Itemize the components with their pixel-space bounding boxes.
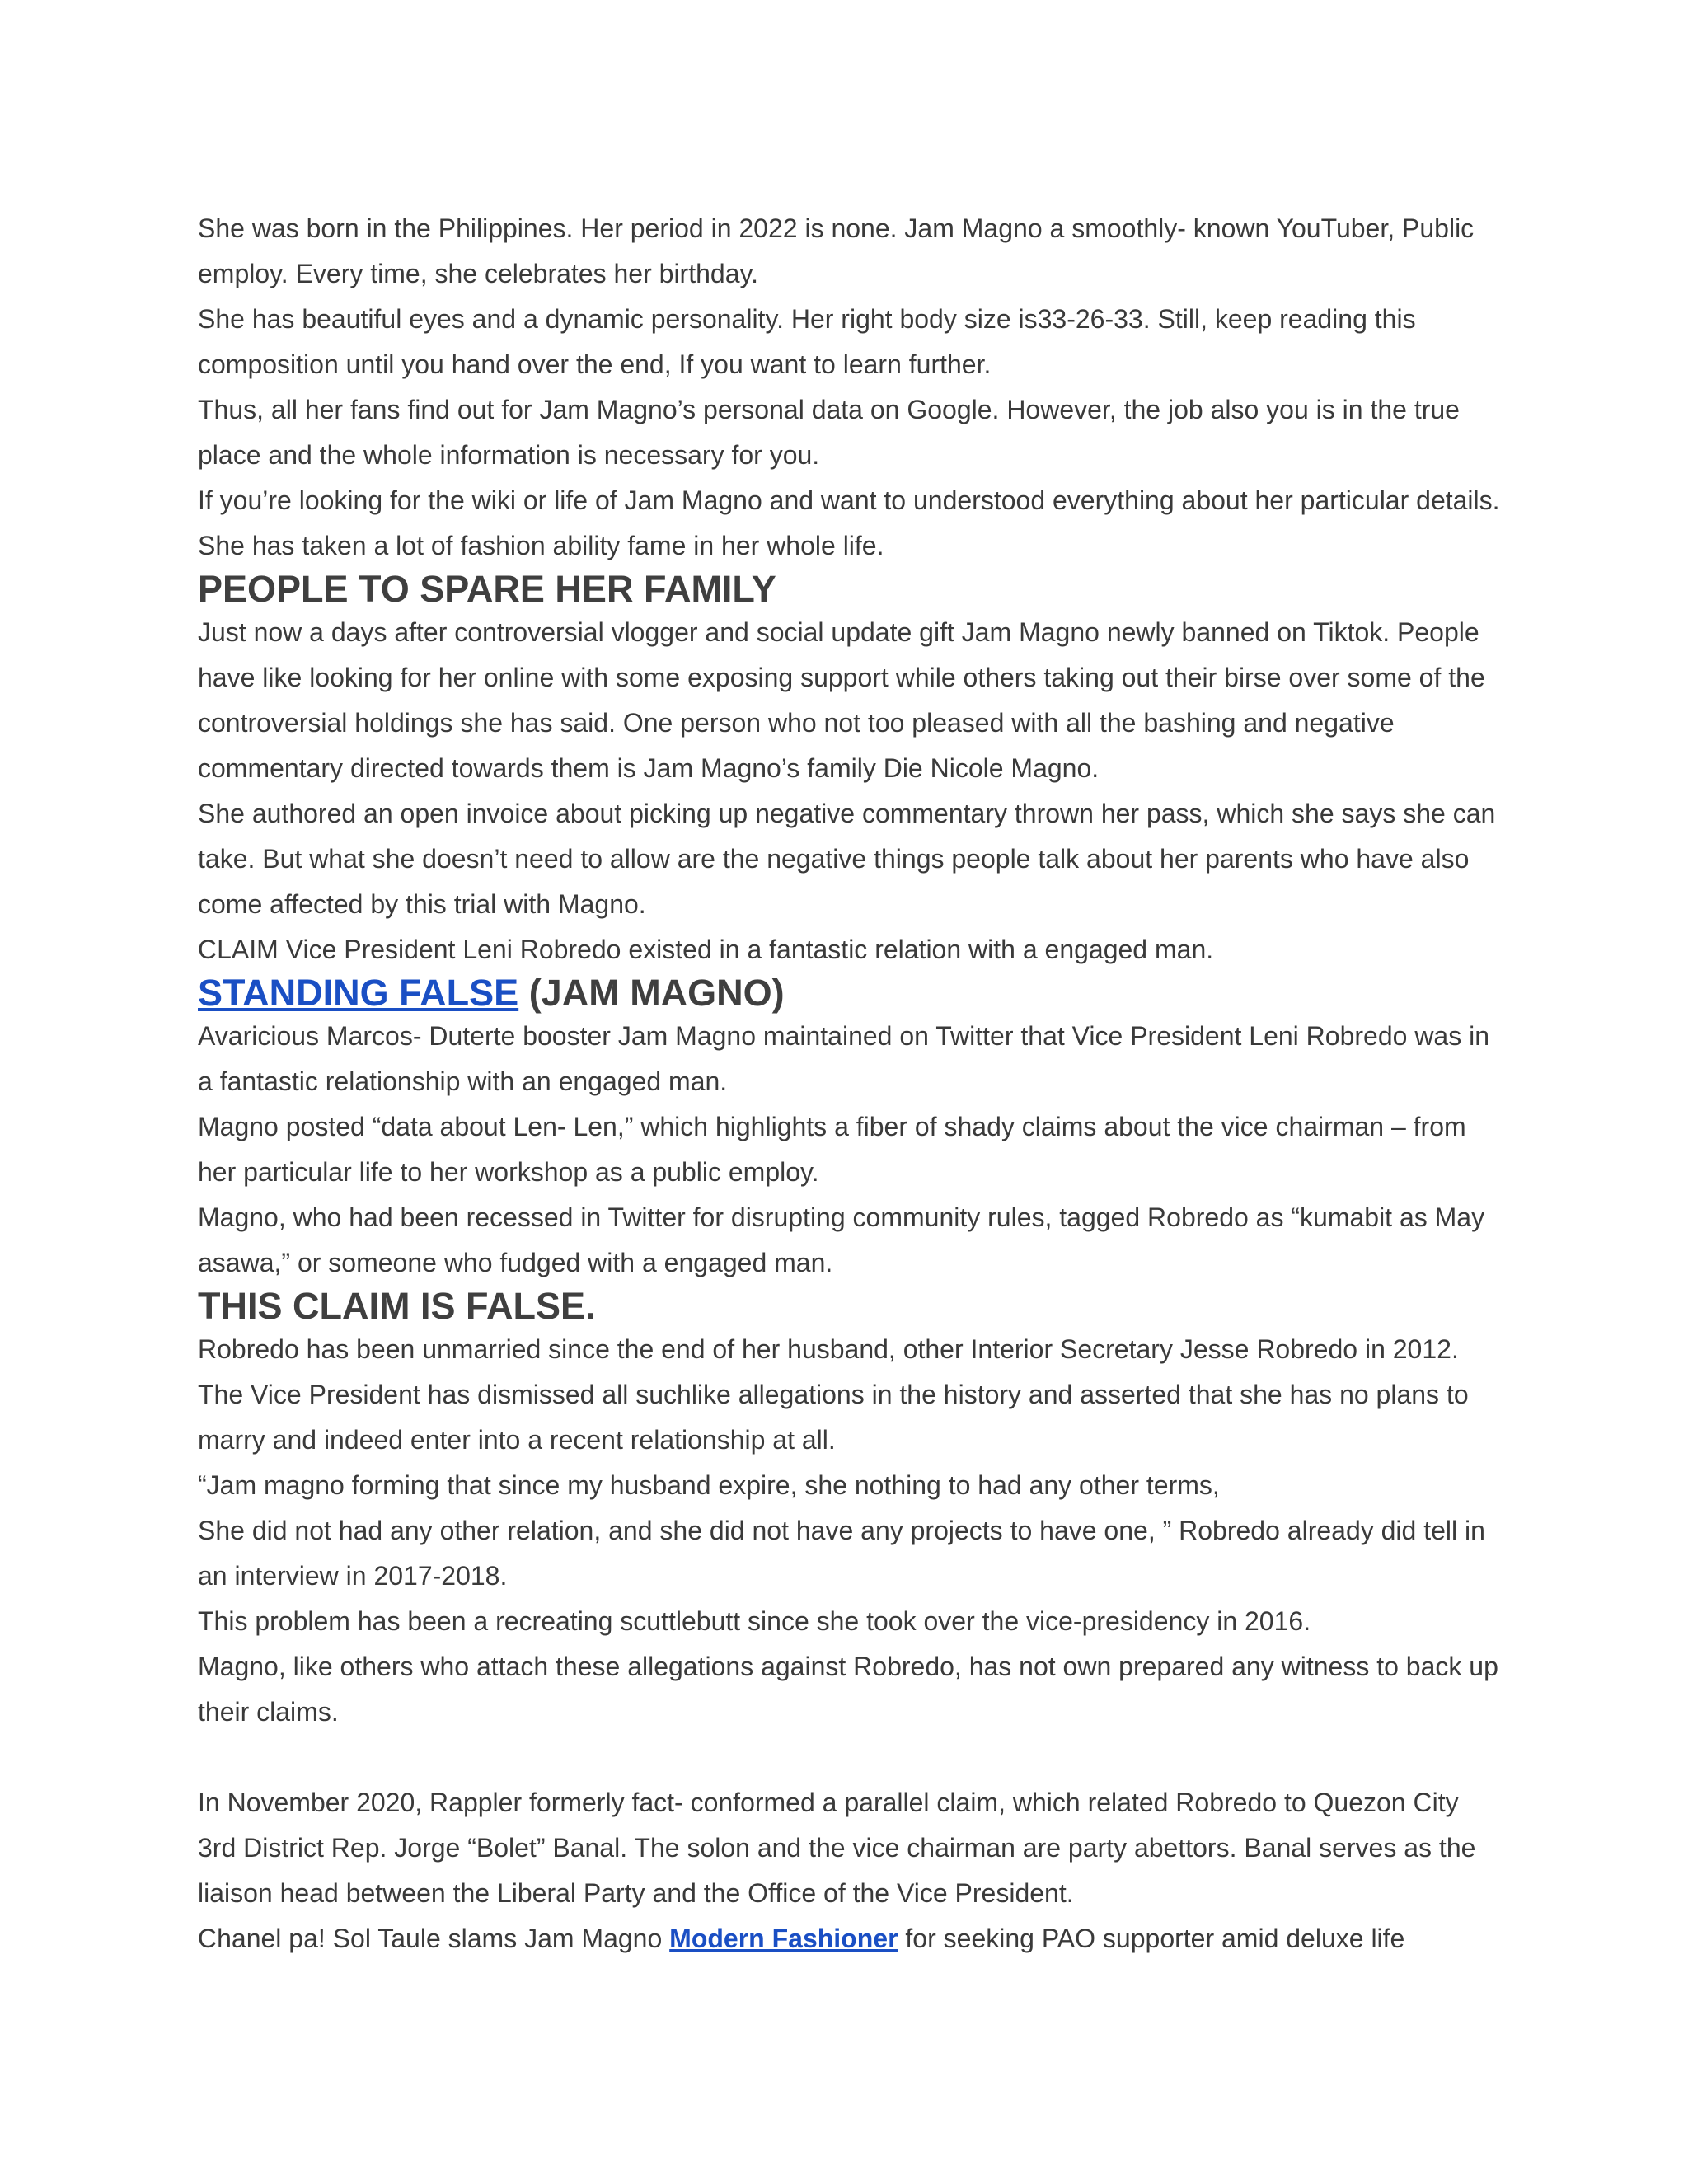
- section2-paragraph: Avaricious Marcos- Duterte booster Jam Magno maintained on Twitter that Vice President Leni Robredo was in a fantastic relationship with an engaged man.: [198, 1021, 1490, 1096]
- heading-suffix: (JAM MAGNO): [518, 972, 785, 1014]
- closing-line-end: for seeking PAO supporter amid deluxe life: [898, 1924, 1405, 1953]
- closing-line-start: Chanel pa! Sol Taule slams Jam Magno: [198, 1924, 670, 1953]
- section3-paragraph: She did not had any other relation, and she did not have any projects to have one, ” Robredo already did tell in an interview in 2017-2018.: [198, 1516, 1485, 1591]
- section1-paragraph: CLAIM Vice President Leni Robredo existed in a fantastic relation with a engaged man.: [198, 935, 1214, 964]
- intro-paragraph: She has beautiful eyes and a dynamic personality. Her right body size is33-26-33. Still, keep reading this composition until you hand over the end, If you want to learn further.: [198, 304, 1416, 379]
- intro-paragraph: Thus, all her fans find out for Jam Magno’s personal data on Google. However, the job also you is in the true place and the whole information is necessary for you.: [198, 395, 1460, 470]
- section3-paragraph: This problem has been a recreating scuttlebutt since she took over the vice-presidency in 2016.: [198, 1606, 1311, 1636]
- section3-paragraph: Magno, like others who attach these allegations against Robredo, has not own prepared any witness to back up their claims.: [198, 1652, 1498, 1727]
- section1-paragraph: She authored an open invoice about picking up negative commentary thrown her pass, which she says she can take. But what she doesn’t need to allow are the negative things people talk about her parents who have also come affected by this trial with Magno.: [198, 799, 1496, 919]
- modern-fashioner-link[interactable]: Modern Fashioner: [669, 1924, 898, 1953]
- section3-paragraph: In November 2020, Rappler formerly fact- conformed a parallel claim, which related Robredo to Quezon City 3rd District Rep. Jorge “Bolet” Banal. The solon and the vice chairman are party abettors. Banal serves as the liaison head between the Liberal Party and the Office of the Vice President.: [198, 1788, 1476, 1908]
- section2-paragraph: Magno, who had been recessed in Twitter for disrupting community rules, tagged Robredo as “kumabit as May asawa,” or someone who fudged with a engaged man.: [198, 1202, 1485, 1277]
- paragraph-gap: [198, 1735, 1500, 1780]
- section-heading-claim-false: THIS CLAIM IS FALSE.: [198, 1285, 596, 1327]
- section3-paragraph: Robredo has been unmarried since the end of her husband, other Interior Secretary Jesse Robredo in 2012. The Vice President has dismissed all suchlike allegations in the history and asserted that she has no plans to marry and indeed enter into a recent relationship at all.: [198, 1334, 1469, 1455]
- document-page: [198, 206, 1500, 1961]
- intro-paragraph: She was born in the Philippines. Her period in 2022 is none. Jam Magno a smoothly- known YouTuber, Public employ. Every time, she celebrates her birthday.: [198, 213, 1475, 288]
- section2-paragraph: Magno posted “data about Len- Len,” which highlights a fiber of shady claims about the vice chairman – from her particular life to her workshop as a public employ.: [198, 1112, 1466, 1187]
- section-heading-standing-false: [198, 972, 1500, 1014]
- closing-line: [198, 1916, 1500, 1961]
- section1-paragraph: Just now a days after controversial vlogger and social update gift Jam Magno newly banned on Tiktok. People have like looking for her online with some exposing support while others taking out their birse over some of the controversial holdings she has said. One person who not too pleased with all the bashing and negative commentary directed towards them is Jam Magno’s family Die Nicole Magno.: [198, 617, 1485, 783]
- intro-paragraph: If you’re looking for the wiki or life of Jam Magno and want to understood everything about her particular details. She has taken a lot of fashion ability fame in her whole life.: [198, 485, 1500, 560]
- section3-paragraph: “Jam magno forming that since my husband expire, she nothing to had any other terms,: [198, 1470, 1220, 1500]
- standing-false-link[interactable]: STANDING FALSE: [198, 972, 519, 1014]
- section-heading-family: PEOPLE TO SPARE HER FAMILY: [198, 568, 776, 610]
